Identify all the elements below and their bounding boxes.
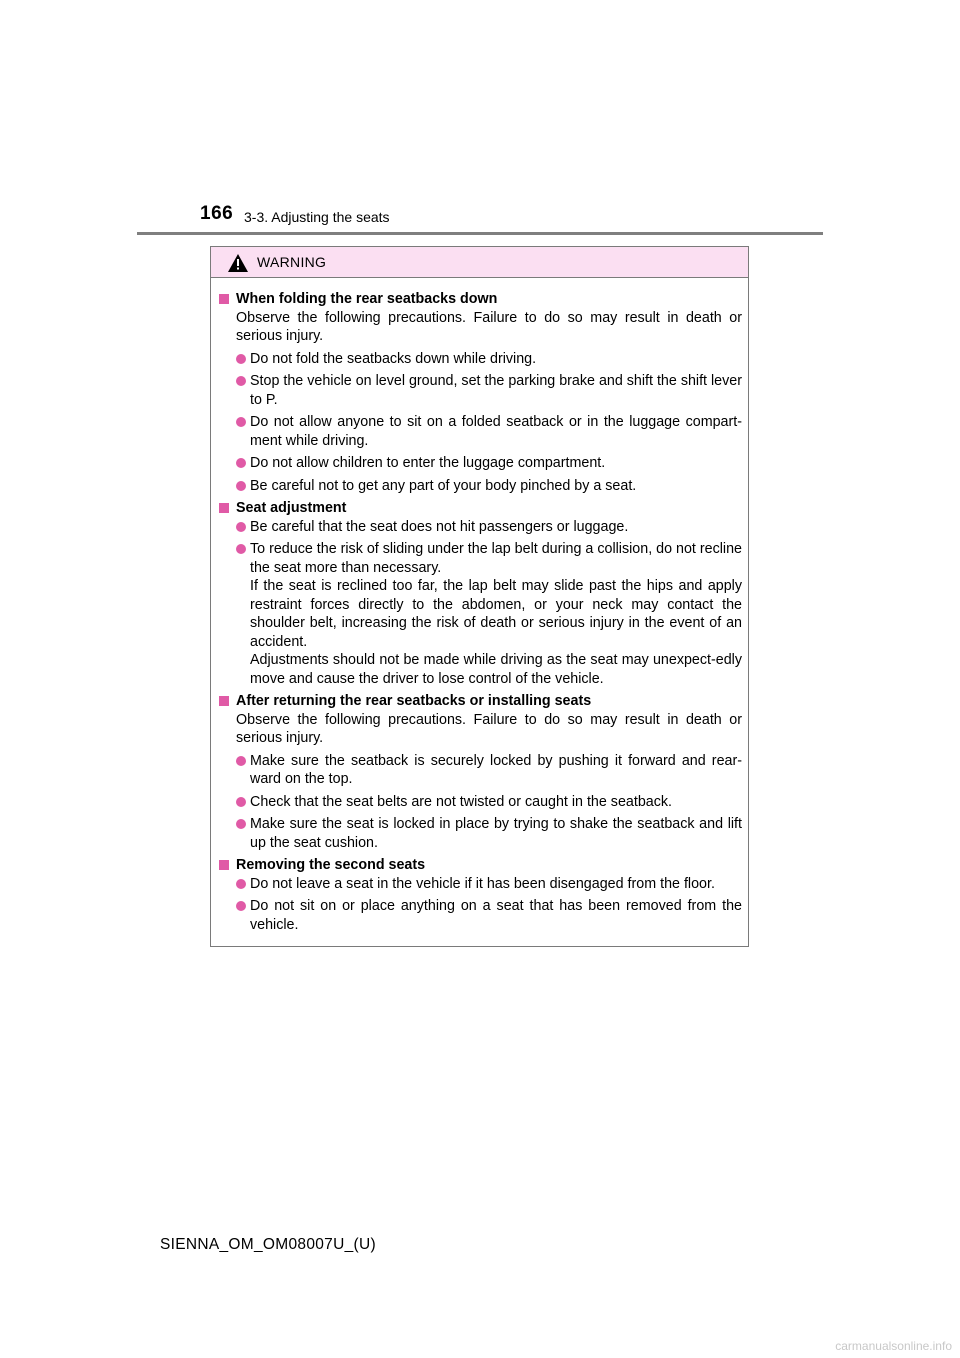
bullet-text: Do not allow anyone to sit on a folded seatback or in the luggage compart-ment while driving. (250, 414, 742, 449)
section-heading-text: Removing the second seats (236, 857, 426, 873)
round-bullet-icon (236, 879, 246, 889)
bullet-item (219, 413, 742, 450)
section-heading (219, 290, 742, 309)
bullet-item (219, 518, 742, 537)
round-bullet-icon (236, 417, 246, 427)
bullet-item (219, 897, 742, 934)
bullet-text: Do not allow children to enter the luggage compartment. (250, 455, 606, 471)
bullet-item (219, 372, 742, 409)
square-bullet-icon (219, 696, 229, 706)
warning-section (219, 692, 742, 852)
round-bullet-icon (236, 544, 246, 554)
round-bullet-icon (236, 481, 246, 491)
bullet-text: Make sure the seat is locked in place by trying to shake the seatback and lift up the seat cushion. (250, 816, 742, 851)
section-heading-text: Seat adjustment (236, 500, 347, 516)
round-bullet-icon (236, 354, 246, 364)
bullet-item (219, 875, 742, 894)
bullet-item (219, 815, 742, 852)
bullet-item (219, 454, 742, 473)
section-heading-text: When folding the rear seatbacks down (236, 291, 498, 307)
bullet-text: If the seat is reclined too far, the lap belt may slide past the hips and apply restraint forces directly to the abdomen, or your neck may contact the shoulder belt, increasing the risk of death or serious injury in the event of an accident. (250, 578, 742, 650)
bullet-item (219, 793, 742, 812)
watermark: carmanualsonline.info (835, 1339, 952, 1353)
warning-section (219, 856, 742, 934)
warning-section (219, 499, 742, 688)
square-bullet-icon (219, 860, 229, 870)
bullet-text: To reduce the risk of sliding under the lap belt during a collision, do not recline the seat more than necessary. (250, 541, 742, 576)
bullet-item (219, 752, 742, 789)
section-heading-text: After returning the rear seatbacks or installing seats (236, 693, 592, 709)
section-intro: Observe the following precautions. Failure to do so may result in death or serious injury. (236, 309, 742, 344)
bullet-text: Do not fold the seatbacks down while driving. (250, 350, 537, 367)
warning-box (210, 246, 749, 947)
bullet-item (219, 350, 742, 369)
round-bullet-icon (236, 376, 246, 386)
bullet-text: Be careful that the seat does not hit passengers or luggage. (250, 518, 629, 535)
page-number: 166 (200, 203, 234, 224)
round-bullet-icon (236, 522, 246, 532)
section-intro: Observe the following precautions. Failure to do so may result in death or serious injury. (236, 711, 742, 746)
section-heading (219, 692, 742, 711)
warning-section (219, 290, 742, 495)
warning-body (211, 278, 748, 934)
section-heading (219, 856, 742, 875)
section-title: 3-3. Adjusting the seats (244, 209, 390, 225)
bullet-text: Do not sit on or place anything on a seat that has been removed from the vehicle. (250, 898, 742, 933)
warning-triangle-icon (228, 254, 248, 272)
section-heading (219, 499, 742, 518)
square-bullet-icon (219, 294, 229, 304)
square-bullet-icon (219, 503, 229, 513)
round-bullet-icon (236, 458, 246, 468)
bullet-text: Stop the vehicle on level ground, set the parking brake and shift the shift lever to P. (250, 373, 742, 408)
round-bullet-icon (236, 756, 246, 766)
footer-doc-code: SIENNA_OM_OM08007U_(U) (160, 1236, 376, 1253)
bullet-item (219, 477, 742, 496)
warning-header (211, 247, 748, 278)
bullet-text: Do not leave a seat in the vehicle if it has been disengaged from the floor. (250, 875, 715, 892)
bullet-text: Be careful not to get any part of your body pinched by a seat. (250, 477, 637, 494)
bullet-text: Make sure the seatback is securely locked by pushing it forward and rear-ward on the top. (250, 752, 742, 787)
header-rule (137, 232, 823, 235)
bullet-text: Check that the seat belts are not twisted or caught in the seatback. (250, 793, 673, 810)
round-bullet-icon (236, 819, 246, 829)
round-bullet-icon (236, 797, 246, 807)
round-bullet-icon (236, 901, 246, 911)
bullet-text: Adjustments should not be made while driving as the seat may unexpect-edly move and cause the driver to lose control of the vehicle. (250, 652, 742, 687)
bullet-item (219, 540, 742, 688)
warning-label: WARNING (257, 254, 327, 270)
